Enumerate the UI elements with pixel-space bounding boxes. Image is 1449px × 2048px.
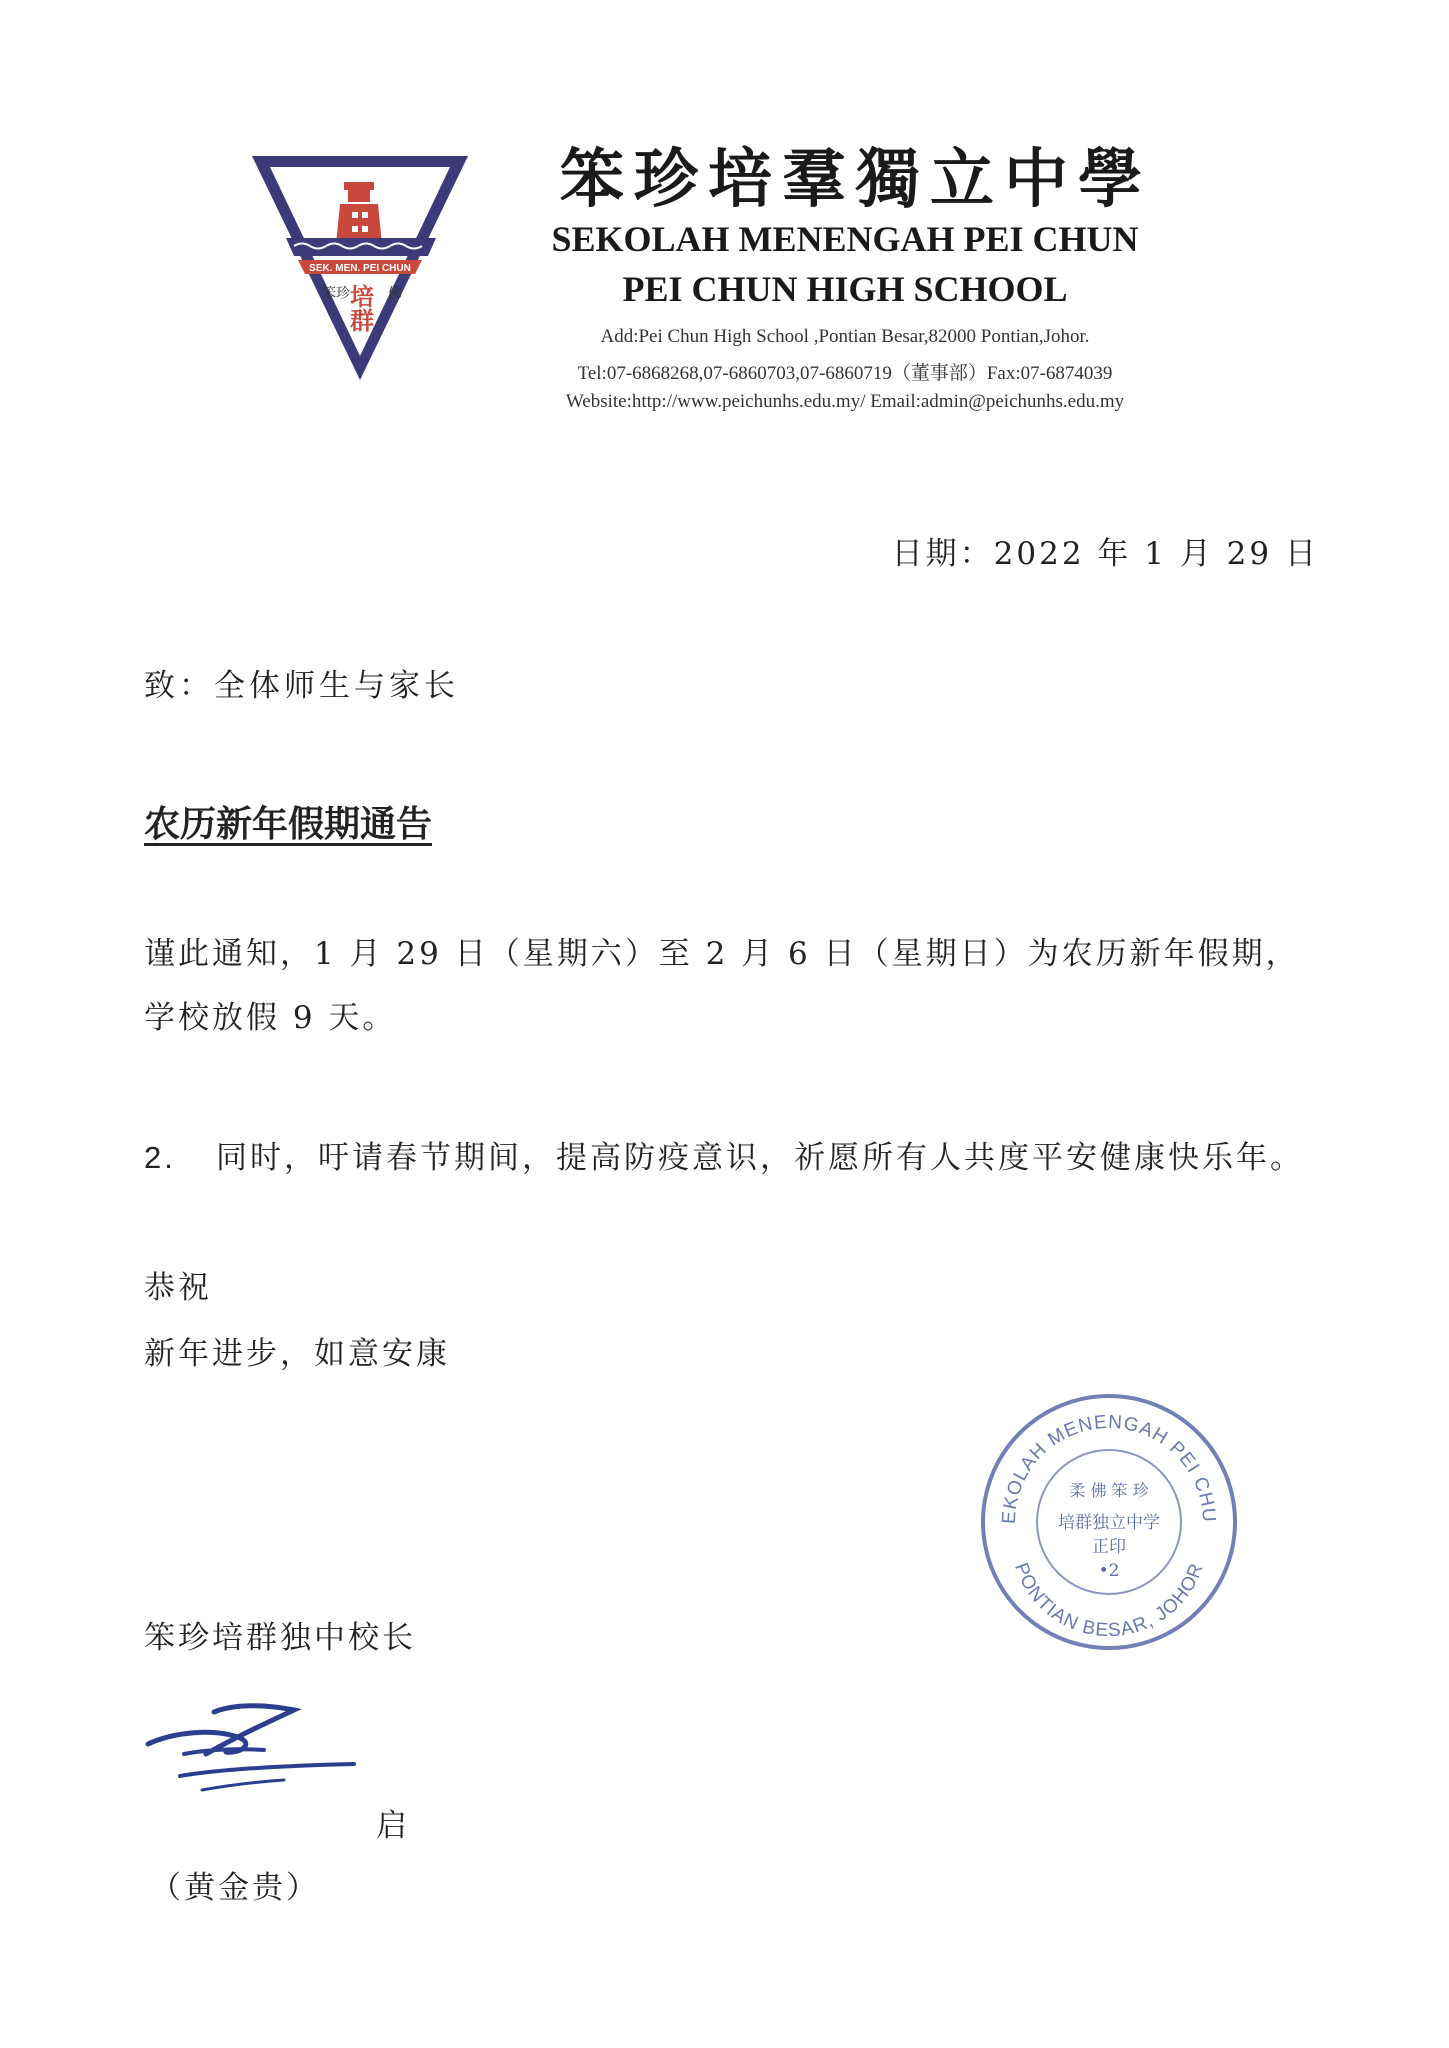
logo-left-text: 笨珍 xyxy=(322,286,350,302)
logo-center-text: 培群 xyxy=(345,284,375,332)
school-name-malay: SEKOLAH MENENGAH PEI CHUN xyxy=(551,219,1139,259)
school-website-email: Website:http://www.peichunhs.edu.my/ Email:admin@peichunhs.edu.my xyxy=(565,391,1125,412)
svg-text:SEKOLAH MENENGAH PEI CHUN xyxy=(975,1388,1219,1524)
school-logo xyxy=(240,148,480,388)
paragraph-2-text: 同时，吁请春节期间，提高防疫意识，祈愿所有人共度平安健康快乐年。 xyxy=(216,1140,1304,1176)
seal-inner-line-2: 正印 xyxy=(1092,1537,1126,1557)
school-name-chinese: 笨珍培羣獨立中學 xyxy=(560,142,1152,217)
paragraph-1: 谨此通知，1 月 29 日（星期六）至 2 月 6 日（星期日）为农历新年假期，学校放假 9 天。 xyxy=(144,936,1300,1036)
paragraph-2-number: 2. xyxy=(144,1140,176,1175)
sign-off-word: 启 xyxy=(376,1808,407,1844)
seal-bottom-text: PONTIAN BESAR, JOHOR xyxy=(1010,1560,1208,1642)
seal-inner-line-3: •2 xyxy=(1098,1561,1120,1581)
paragraph-2 xyxy=(144,1132,1304,1177)
closing-wish: 新年进步，如意安康 xyxy=(144,1336,450,1372)
notice-title: 农历新年假期通告 xyxy=(144,804,433,845)
signatory-title: 笨珍培群独中校长 xyxy=(144,1620,416,1656)
school-phone-fax: Tel:07-6868268,07-6860703,07-6860719（董事部）Fax:07-6874039 xyxy=(577,363,1113,384)
seal-inner-arc: 柔 佛 笨 珍 xyxy=(1069,1481,1149,1500)
school-address: Add:Pei Chun High School ,Pontian Besar,82000 Pontian,Johor. xyxy=(600,326,1090,347)
signatory-name: （黄金贵） xyxy=(150,1870,320,1906)
seal-inner-line-1: 培群独立中学 xyxy=(1058,1513,1160,1533)
logo-band-text: SEK. MEN. PEI CHUN xyxy=(309,263,411,274)
signature-image xyxy=(144,1694,374,1802)
school-name-english: PEI CHUN HIGH SCHOOL xyxy=(622,269,1068,309)
closing-greeting: 恭祝 xyxy=(144,1270,212,1306)
letter-date: 日期：2022 年 1 月 29 日 xyxy=(891,536,1319,572)
recipient-line: 致：全体师生与家长 xyxy=(144,668,459,704)
seal-ring-text: EKOLAH MENENGAH PEI CHU xyxy=(998,1411,1220,1525)
logo-right-text: 佛 xyxy=(388,286,402,302)
school-seal xyxy=(975,1388,1243,1656)
